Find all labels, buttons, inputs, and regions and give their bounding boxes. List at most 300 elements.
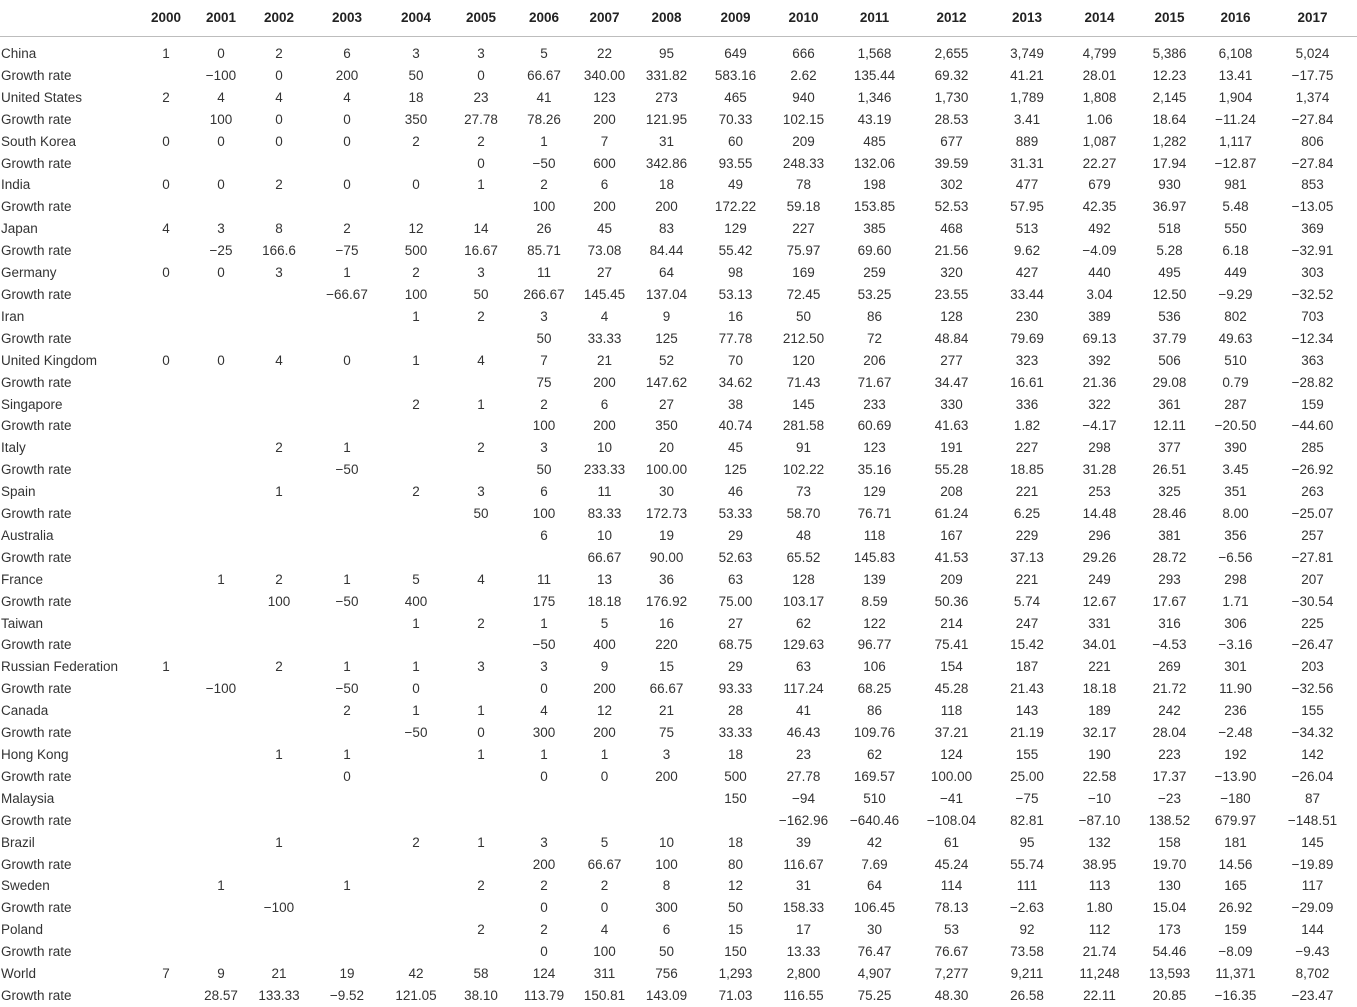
- table-cell: 158: [1158, 834, 1181, 850]
- table-cell: −4.09: [1082, 243, 1117, 259]
- table-cell: 7,277: [934, 966, 969, 982]
- table-cell: 21: [658, 703, 675, 719]
- table-cell: 96.77: [857, 637, 892, 653]
- year-header: 2005: [451, 0, 511, 37]
- table-cell: 48: [795, 527, 812, 543]
- table-cell: 513: [1015, 221, 1039, 237]
- table-cell: 3.45: [1222, 462, 1249, 478]
- table-cell: 5.28: [1156, 243, 1183, 259]
- table-cell: 330: [940, 396, 963, 412]
- table-cell: −27.84: [1291, 155, 1334, 171]
- table-cell: 10: [596, 527, 613, 543]
- country-row: [0, 832, 1357, 854]
- table-cell: 159: [1224, 922, 1247, 938]
- table-cell: 342.86: [645, 155, 688, 171]
- table-cell: [197, 196, 245, 218]
- table-cell: −94: [792, 790, 815, 806]
- table-cell: 263: [1301, 484, 1324, 500]
- table-cell: [197, 306, 245, 328]
- growth-rate-row: [0, 196, 1357, 218]
- table-cell: [245, 678, 313, 700]
- table-cell: 15: [727, 922, 744, 938]
- row-label: Australia: [1, 527, 54, 543]
- table-cell: 1: [343, 747, 351, 762]
- table-cell: 1: [343, 659, 351, 675]
- table-cell: −9.43: [1295, 944, 1330, 960]
- table-cell: [135, 459, 197, 481]
- growth-rate-row: [0, 284, 1357, 306]
- table-cell: 227: [1015, 440, 1039, 456]
- table-cell: 1: [275, 834, 283, 850]
- table-cell: 13,593: [1148, 966, 1191, 982]
- row-label: India: [1, 177, 31, 193]
- table-cell: 26.51: [1152, 462, 1187, 478]
- table-cell: 0: [343, 177, 351, 193]
- table-cell: 145.83: [853, 549, 896, 565]
- table-cell: [313, 613, 381, 635]
- table-cell: 64: [658, 265, 675, 281]
- table-cell: 1: [343, 265, 351, 281]
- growth-rate-row: [0, 109, 1357, 131]
- table-cell: 42: [866, 834, 883, 850]
- table-cell: 400: [404, 593, 428, 609]
- header-corner: [0, 0, 135, 37]
- table-cell: 485: [863, 133, 886, 149]
- table-cell: 340.00: [583, 67, 626, 83]
- table-cell: 2: [162, 89, 170, 105]
- growth-rate-row: [0, 941, 1357, 963]
- growth-rate-row: [0, 897, 1357, 919]
- table-cell: [197, 897, 245, 919]
- table-cell: 510: [863, 790, 886, 806]
- table-cell: 37.79: [1152, 330, 1187, 346]
- table-cell: 31.28: [1082, 462, 1117, 478]
- table-cell: [135, 591, 197, 613]
- table-cell: [245, 722, 313, 744]
- table-cell: 1: [275, 484, 283, 500]
- table-cell: 2: [477, 133, 485, 149]
- table-cell: 49: [727, 177, 744, 193]
- table-cell: 73.08: [587, 243, 622, 259]
- table-cell: [245, 875, 313, 897]
- country-row: [0, 525, 1357, 547]
- table-cell: 39: [795, 834, 812, 850]
- table-cell: 190: [1088, 747, 1111, 762]
- table-cell: [135, 372, 197, 394]
- table-cell: 12: [408, 221, 424, 237]
- table-cell: 4,799: [1082, 46, 1117, 61]
- table-cell: 440: [1088, 265, 1111, 281]
- table-cell: −50: [532, 155, 556, 171]
- table-cell: 2: [412, 133, 420, 149]
- row-label: Growth rate: [1, 155, 72, 171]
- table-cell: 114: [940, 878, 963, 894]
- table-cell: 350: [655, 418, 678, 434]
- table-cell: 1: [412, 615, 420, 631]
- table-cell: 36.97: [1152, 199, 1187, 215]
- table-cell: [381, 328, 451, 350]
- table-cell: 802: [1224, 308, 1247, 324]
- table-cell: [135, 153, 197, 175]
- table-cell: 40.74: [718, 418, 753, 434]
- table-cell: 2: [540, 177, 548, 193]
- table-cell: 500: [724, 768, 747, 784]
- table-cell: 64: [866, 878, 883, 894]
- table-cell: 129.63: [782, 637, 825, 653]
- table-cell: 3: [217, 221, 225, 237]
- table-cell: 0: [343, 111, 351, 127]
- table-cell: [135, 897, 197, 919]
- table-cell: 5,024: [1295, 46, 1330, 61]
- table-cell: [245, 810, 313, 832]
- table-cell: [313, 941, 381, 963]
- table-cell: −10: [1088, 790, 1111, 806]
- table-cell: 78.26: [527, 111, 561, 127]
- table-cell: 0: [600, 768, 609, 784]
- table-cell: 93.55: [718, 155, 753, 171]
- table-cell: 92: [1019, 922, 1035, 938]
- table-cell: 29.26: [1082, 549, 1117, 565]
- table-cell: 4: [275, 352, 283, 368]
- table-cell: 132.06: [853, 155, 896, 171]
- growth-rate-row: [0, 547, 1357, 569]
- table-cell: [135, 547, 197, 569]
- table-cell: 117: [1301, 878, 1324, 894]
- table-cell: 0: [275, 67, 283, 83]
- table-cell: 50: [536, 462, 552, 478]
- table-cell: 41.53: [934, 549, 969, 565]
- table-cell: 128: [940, 308, 963, 324]
- table-cell: 247: [1015, 615, 1039, 631]
- table-cell: 28.01: [1082, 67, 1117, 83]
- table-cell: 15.42: [1010, 637, 1044, 653]
- year-header: 2009: [701, 0, 770, 37]
- table-cell: 78: [795, 177, 812, 193]
- table-cell: [381, 941, 451, 963]
- table-cell: 0: [162, 352, 170, 368]
- table-cell: [135, 854, 197, 876]
- table-cell: 82.81: [1010, 812, 1044, 828]
- row-label: Taiwan: [1, 615, 44, 631]
- table-cell: 6: [600, 396, 609, 412]
- table-cell: 1: [477, 834, 485, 850]
- table-cell: 259: [863, 265, 886, 281]
- table-cell: 2: [343, 703, 351, 719]
- row-label: Growth rate: [1, 944, 72, 960]
- row-label: Malaysia: [1, 790, 55, 806]
- table-cell: 93.33: [718, 681, 753, 697]
- table-cell: 54.46: [1152, 944, 1187, 960]
- table-cell: 2: [477, 615, 485, 631]
- header-row: [0, 0, 1357, 37]
- table-body: [0, 37, 1357, 1007]
- table-cell: 583.16: [714, 67, 757, 83]
- table-cell: 100: [404, 286, 428, 302]
- table-cell: 0: [343, 352, 351, 368]
- growth-rate-row: [0, 459, 1357, 481]
- table-cell: [135, 328, 197, 350]
- year-header: 2002: [245, 0, 313, 37]
- table-cell: 200: [593, 374, 616, 390]
- table-cell: −12.34: [1291, 330, 1334, 346]
- table-cell: −32.52: [1291, 286, 1334, 302]
- table-cell: 331.82: [645, 67, 688, 83]
- row-label: Russian Federation: [1, 659, 119, 675]
- table-cell: 52: [658, 352, 675, 368]
- table-cell: 18: [658, 177, 675, 193]
- table-cell: [197, 415, 245, 437]
- year-header: 2011: [837, 0, 912, 37]
- table-cell: [135, 109, 197, 131]
- table-cell: 23: [795, 747, 812, 762]
- table-cell: 227: [792, 221, 815, 237]
- table-cell: 3: [477, 265, 485, 281]
- table-cell: 1,730: [934, 89, 969, 105]
- table-cell: [197, 525, 245, 547]
- table-cell: [451, 196, 511, 218]
- table-cell: [313, 722, 381, 744]
- table-cell: 4: [343, 89, 351, 105]
- table-cell: 12: [596, 703, 613, 719]
- table-cell: 0: [162, 265, 170, 281]
- table-cell: −2.48: [1218, 725, 1253, 741]
- table-cell: 55.28: [934, 462, 969, 478]
- table-cell: [451, 591, 511, 613]
- table-cell: 50: [727, 900, 744, 916]
- table-cell: 2.62: [790, 67, 817, 83]
- table-cell: 0: [217, 46, 225, 61]
- table-cell: [245, 153, 313, 175]
- table-cell: 377: [1158, 440, 1181, 456]
- table-cell: 208: [940, 484, 963, 500]
- table-cell: 1,293: [718, 966, 753, 982]
- row-label: Japan: [1, 221, 38, 237]
- table-cell: 4: [477, 352, 485, 368]
- table-cell: 233.33: [583, 462, 626, 478]
- table-cell: −29.09: [1291, 900, 1334, 916]
- table-cell: 336: [1015, 396, 1039, 412]
- table-cell: 666: [792, 46, 815, 61]
- table-cell: −100: [205, 67, 237, 83]
- table-cell: −66.67: [326, 286, 368, 302]
- row-label: Growth rate: [1, 593, 72, 609]
- table-cell: 1,087: [1082, 133, 1117, 149]
- table-cell: 0: [540, 768, 548, 784]
- table-cell: 28: [727, 703, 744, 719]
- table-cell: [245, 503, 313, 525]
- table-cell: 18.85: [1010, 462, 1044, 478]
- table-cell: [381, 788, 451, 810]
- table-cell: 145: [792, 396, 815, 412]
- table-cell: 45.24: [934, 856, 969, 872]
- table-cell: 116.55: [783, 987, 824, 1003]
- table-cell: [197, 613, 245, 635]
- table-cell: 6,108: [1218, 46, 1253, 61]
- table-cell: 158.33: [782, 900, 825, 916]
- country-row: [0, 700, 1357, 722]
- table-cell: 106.45: [853, 900, 896, 916]
- table-cell: 492: [1088, 221, 1111, 237]
- country-row: [0, 569, 1357, 591]
- table-cell: [313, 919, 381, 941]
- table-cell: 48.84: [934, 330, 969, 346]
- table-cell: [135, 437, 197, 459]
- table-cell: −25.07: [1291, 506, 1334, 522]
- table-cell: 1: [343, 878, 351, 894]
- table-cell: [197, 788, 245, 810]
- table-cell: 20: [658, 440, 675, 456]
- table-cell: 7: [540, 352, 548, 368]
- table-cell: 145.45: [583, 286, 626, 302]
- table-cell: [313, 196, 381, 218]
- table-cell: 389: [1088, 308, 1111, 324]
- table-cell: [245, 919, 313, 941]
- row-label: South Korea: [1, 133, 77, 149]
- table-cell: [197, 700, 245, 722]
- year-header: 2013: [991, 0, 1063, 37]
- table-cell: 18: [727, 747, 744, 762]
- table-cell: 4: [275, 89, 283, 105]
- country-row: [0, 37, 1357, 65]
- country-row: [0, 350, 1357, 372]
- table-cell: 296: [1088, 527, 1111, 543]
- table-cell: 60.69: [857, 418, 892, 434]
- table-cell: 120: [792, 352, 815, 368]
- table-cell: 1: [217, 571, 225, 587]
- row-label: Growth rate: [1, 374, 72, 390]
- country-row: [0, 131, 1357, 153]
- table-cell: 2: [477, 308, 485, 324]
- table-cell: 242: [1158, 703, 1181, 719]
- table-cell: 50: [473, 506, 489, 522]
- table-cell: 6: [600, 177, 609, 193]
- table-cell: 53: [943, 922, 960, 938]
- table-cell: 75: [536, 374, 552, 390]
- table-cell: 0: [540, 944, 548, 960]
- table-cell: [313, 328, 381, 350]
- year-header: 2014: [1063, 0, 1136, 37]
- table-cell: 518: [1158, 221, 1181, 237]
- table-cell: 117.24: [783, 681, 824, 697]
- row-label: Growth rate: [1, 725, 72, 741]
- table-cell: 121.05: [395, 987, 437, 1003]
- table-cell: 0: [477, 725, 485, 741]
- table-cell: 57.95: [1010, 199, 1044, 215]
- table-cell: [451, 547, 511, 569]
- table-cell: 145: [1301, 834, 1324, 850]
- table-cell: −41: [940, 790, 963, 806]
- table-cell: [313, 525, 381, 547]
- table-cell: 53.33: [718, 506, 753, 522]
- table-cell: 1.06: [1086, 111, 1113, 127]
- table-cell: [313, 481, 381, 503]
- growth-rate-row: [0, 810, 1357, 832]
- table-cell: 1: [275, 747, 283, 762]
- table-cell: 0: [275, 111, 283, 127]
- table-cell: [381, 437, 451, 459]
- table-cell: 1,789: [1010, 89, 1044, 105]
- table-cell: 52.53: [934, 199, 969, 215]
- table-cell: −23: [1158, 790, 1181, 806]
- table-cell: 3.04: [1086, 286, 1113, 302]
- table-cell: −34.32: [1291, 725, 1334, 741]
- table-cell: [381, 372, 451, 394]
- table-cell: [135, 832, 197, 854]
- table-cell: 381: [1158, 527, 1181, 543]
- table-cell: 4: [477, 571, 485, 587]
- table-cell: [451, 788, 511, 810]
- table-cell: −2.63: [1009, 900, 1045, 916]
- table-cell: 249: [1088, 571, 1111, 587]
- table-cell: 9,211: [1010, 966, 1044, 982]
- table-cell: 69.13: [1082, 330, 1117, 346]
- table-cell: 55.74: [1010, 856, 1044, 872]
- table-cell: 71.03: [718, 987, 753, 1003]
- table-cell: [632, 788, 701, 810]
- table-cell: 166.6: [262, 243, 296, 259]
- table-cell: 11.90: [1219, 681, 1252, 697]
- table-cell: 100: [532, 418, 556, 434]
- row-label: Growth rate: [1, 768, 72, 784]
- table-cell: 198: [863, 177, 886, 193]
- table-cell: −16.35: [1214, 987, 1257, 1003]
- table-cell: 42: [408, 966, 424, 982]
- row-label: Canada: [1, 703, 49, 719]
- table-cell: 100.00: [645, 462, 688, 478]
- table-cell: 495: [1158, 265, 1181, 281]
- table-cell: 316: [1158, 615, 1181, 631]
- table-cell: [381, 525, 451, 547]
- table-cell: [197, 547, 245, 569]
- table-cell: [135, 634, 197, 656]
- table-cell: [451, 810, 511, 832]
- table-cell: 236: [1224, 703, 1247, 719]
- table-cell: [511, 547, 577, 569]
- table-cell: 76.71: [857, 506, 892, 522]
- table-cell: 221: [1015, 484, 1039, 500]
- table-cell: 23: [473, 89, 489, 105]
- table-cell: 125: [655, 330, 678, 346]
- table-cell: [135, 306, 197, 328]
- table-cell: 37.21: [934, 725, 969, 741]
- table-cell: 17.37: [1152, 768, 1187, 784]
- table-cell: 63: [795, 659, 812, 675]
- table-cell: 58: [473, 966, 489, 982]
- table-cell: 4: [540, 703, 548, 719]
- table-cell: 1: [412, 703, 420, 719]
- country-row: [0, 437, 1357, 459]
- table-cell: 2: [275, 659, 283, 675]
- growth-rate-row: [0, 591, 1357, 613]
- table-cell: [135, 744, 197, 766]
- table-cell: 12.23: [1152, 67, 1187, 83]
- row-label: Spain: [1, 484, 36, 500]
- table-cell: 52.63: [718, 549, 753, 565]
- table-cell: −27.81: [1291, 549, 1334, 565]
- table-cell: 55.42: [718, 243, 753, 259]
- table-cell: 2: [275, 46, 283, 61]
- table-cell: 21.43: [1010, 681, 1044, 697]
- row-label: Growth rate: [1, 637, 72, 653]
- year-header: 2015: [1136, 0, 1203, 37]
- table-cell: [451, 678, 511, 700]
- table-cell: 62: [866, 747, 883, 762]
- table-cell: [135, 810, 197, 832]
- table-cell: [245, 306, 313, 328]
- table-cell: 34.62: [718, 374, 753, 390]
- table-cell: 22.58: [1082, 768, 1117, 784]
- table-cell: 135.44: [853, 67, 896, 83]
